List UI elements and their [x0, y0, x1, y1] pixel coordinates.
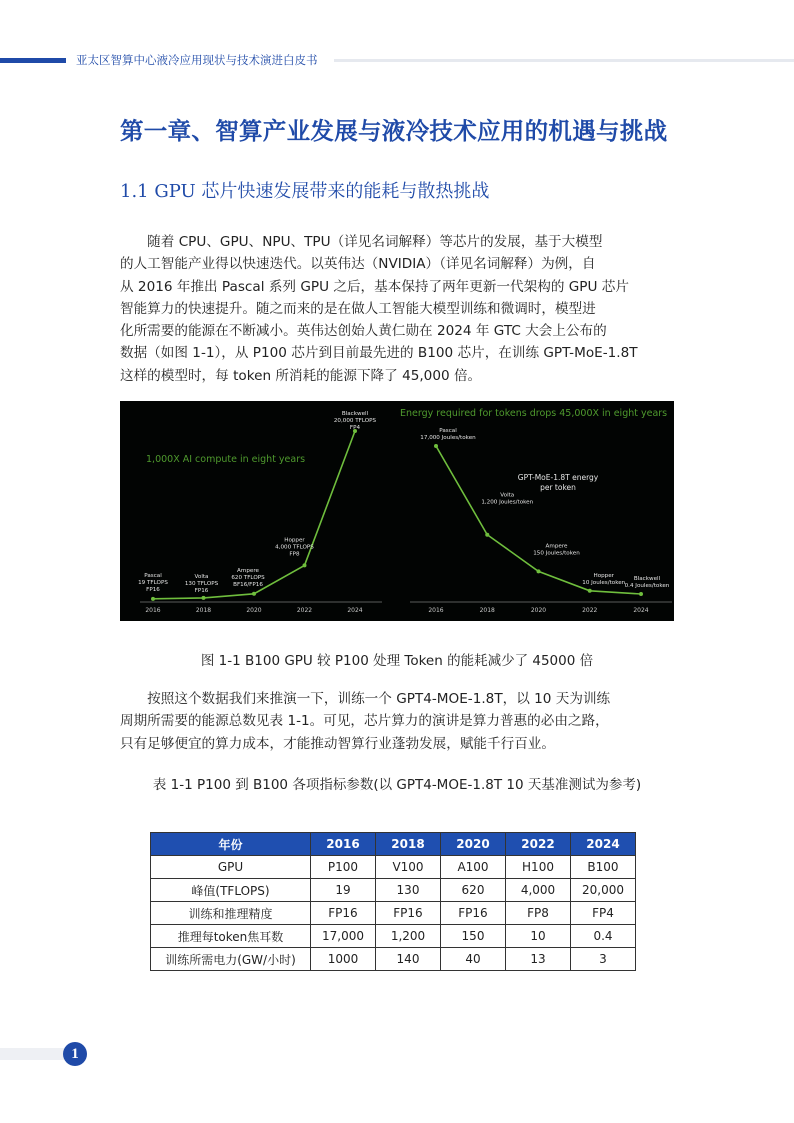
- x-tick-label: 2018: [195, 607, 212, 614]
- table-cell: 620: [441, 879, 506, 902]
- table-cell: 推理每token焦耳数: [151, 925, 311, 948]
- table-cell: GPU: [151, 856, 311, 879]
- table-row: [151, 902, 636, 925]
- data-label: FP16: [194, 587, 209, 594]
- paragraph-line: 按照这个数据我们来推演一下，训练一个 GPT4-MOE-1.8T，以 10 天为训练: [120, 691, 611, 707]
- table-cell: H100: [506, 856, 571, 879]
- x-tick-label: 2024: [633, 607, 649, 614]
- table-cell: 19: [311, 879, 376, 902]
- x-tick-label: 2018: [479, 607, 495, 614]
- paragraph-line: 从 2016 年推出 Pascal 系列 GPU 之后，基本保持了两年更新一代架构的 GPU 芯片: [120, 278, 629, 295]
- data-point: [537, 569, 541, 573]
- table-header-cell: 2024: [571, 833, 636, 856]
- table-cell: 1000: [311, 948, 376, 971]
- table-header-cell: 年份: [151, 833, 311, 856]
- paragraph-line: 周期所需要的能源总数见表 1-1。可见，芯片算力的演讲是算力普惠的必由之路，: [120, 713, 609, 730]
- chart-title: Energy required for tokens drops 45,000X in eight years: [400, 408, 668, 419]
- data-label: FP16: [146, 586, 160, 593]
- footer-accent-bar: [0, 1048, 64, 1060]
- table-row: [151, 925, 636, 948]
- data-point: [151, 597, 155, 601]
- paragraph-line: 只有足够便宜的算力成本，才能推动智算行业蓬勃发展，赋能千行百业。: [120, 735, 555, 752]
- chapter-title: 第一章、智算产业发展与液冷技术应用的机遇与挑战: [120, 117, 668, 145]
- table-cell: 150: [441, 925, 506, 948]
- data-label: Ampere: [545, 543, 568, 550]
- table-cell: FP16: [441, 902, 506, 925]
- header-title: 亚太区智算中心液冷应用现状与技术演进白皮书: [76, 53, 318, 67]
- table-cell: 0.4: [571, 925, 636, 948]
- x-tick-label: 2024: [347, 607, 363, 614]
- x-tick-label: 2020: [246, 607, 262, 614]
- table-row: [151, 856, 636, 879]
- page-number: 1: [63, 1042, 87, 1066]
- table-cell: B100: [571, 856, 636, 879]
- data-point: [639, 592, 643, 596]
- table-header-cell: 2022: [506, 833, 571, 856]
- table-header-cell: 2020: [441, 833, 506, 856]
- table-cell: A100: [441, 856, 506, 879]
- chart-annotation: GPT-MoE-1.8T energy: [517, 473, 599, 482]
- data-label: 19 TFLOPS: [138, 579, 168, 586]
- data-point: [202, 596, 206, 600]
- header-rule: [334, 59, 794, 62]
- table-cell: 1,200: [376, 925, 441, 948]
- table-row: [151, 948, 636, 971]
- table-cell: 140: [376, 948, 441, 971]
- section-title: 1.1 GPU 芯片快速发展带来的能耗与散热挑战: [120, 181, 490, 202]
- x-tick-label: 2022: [296, 607, 313, 614]
- data-label: Volta: [500, 492, 515, 499]
- data-label: 0.4 Joules/token: [624, 583, 670, 589]
- table-cell: FP16: [311, 902, 376, 925]
- table-caption: 表 1-1 P100 到 B100 各项指标参数(以 GPT4-MOE-1.8T 10 天基准测试为参考): [152, 777, 642, 793]
- table-cell: 训练和推理精度: [151, 902, 311, 925]
- table-cell: FP4: [571, 902, 636, 925]
- x-tick-label: 2016: [428, 607, 444, 614]
- table-cell: 20,000: [571, 879, 636, 902]
- data-label: Ampere: [237, 567, 259, 574]
- table-cell: FP8: [506, 902, 571, 925]
- paragraph-intro: [120, 231, 675, 387]
- data-label: BF16/FP16: [233, 581, 263, 588]
- data-label: Pascal: [144, 572, 162, 579]
- table-cell: 训练所需电力(GW/小时): [151, 948, 311, 971]
- paragraph-inference: [120, 688, 675, 755]
- table-cell: 130: [376, 879, 441, 902]
- data-label: 10 Joules/token: [582, 579, 626, 586]
- data-label: Pascal: [439, 428, 457, 434]
- table-cell: 40: [441, 948, 506, 971]
- figure-caption: 图 1-1 B100 GPU 较 P100 处理 Token 的能耗减少了 45000 倍: [200, 653, 594, 669]
- data-label: Hopper: [593, 572, 614, 579]
- x-tick-label: 2016: [145, 607, 161, 614]
- paragraph-line: 数据（如图 1-1），从 P100 芯片到目前最先进的 B100 芯片，在训练 GPT-MoE-1.8T: [120, 345, 638, 362]
- chart-title: 1,000X AI compute in eight years: [146, 454, 306, 465]
- data-label: 17,000 Joules/token: [420, 435, 476, 441]
- table-cell: 3: [571, 948, 636, 971]
- data-point: [588, 589, 592, 593]
- data-label: Blackwell: [633, 576, 661, 582]
- figure-chart: [120, 401, 674, 621]
- table-cell: FP16: [376, 902, 441, 925]
- table-header-row: [151, 833, 636, 856]
- table-header-cell: 2018: [376, 833, 441, 856]
- data-label: 20,000 TFLOPS: [333, 418, 377, 424]
- chart-annotation: per token: [540, 483, 576, 492]
- data-label: 620 TFLOPS: [231, 574, 265, 581]
- table-cell: 峰值(TFLOPS): [151, 879, 311, 902]
- parameter-table: [150, 832, 636, 971]
- paragraph-line: 化所需要的能源在不断减小。英伟达创始人黄仁勋在 2024 年 GTC 大会上公布的: [120, 323, 607, 340]
- data-label: 4,000 TFLOPS: [275, 544, 314, 551]
- header-accent-bar: [0, 58, 66, 63]
- data-point: [252, 592, 256, 596]
- data-label: 130 TFLOPS: [184, 580, 219, 587]
- paragraph-line: 这样的模型时，每 token 所消耗的能源下降了 45,000 倍。: [120, 367, 482, 384]
- table-cell: V100: [376, 856, 441, 879]
- table-row: [151, 879, 636, 902]
- table-cell: 4,000: [506, 879, 571, 902]
- data-label: Volta: [194, 573, 209, 580]
- data-label: Blackwell: [341, 411, 369, 417]
- paragraph-line: 的人工智能产业得以快速迭代。以英伟达（NVIDIA）（详见名词解释）为例，自: [120, 256, 596, 273]
- data-point: [434, 444, 438, 448]
- table-cell: 10: [506, 925, 571, 948]
- data-label: Hopper: [284, 537, 305, 544]
- table-cell: 13: [506, 948, 571, 971]
- table-cell: 17,000: [311, 925, 376, 948]
- paragraph-line: 智能算力的快速提升。随之而来的是在做人工智能大模型训练和微调时，模型进: [120, 300, 596, 317]
- data-label: 150 Joules/token: [533, 550, 580, 557]
- data-point: [485, 533, 489, 537]
- x-tick-label: 2020: [530, 607, 547, 614]
- table-cell: P100: [311, 856, 376, 879]
- x-tick-label: 2022: [582, 607, 598, 614]
- data-label: FP8: [289, 551, 300, 558]
- data-label: FP4: [349, 425, 361, 431]
- paragraph-line: 随着 CPU、GPU、NPU、TPU（详见名词解释）等芯片的发展，基于大模型: [120, 234, 603, 250]
- table-header-cell: 2016: [311, 833, 376, 856]
- data-point: [303, 563, 307, 567]
- chart-canvas: [120, 401, 674, 621]
- data-label: 1,200 Joules/token: [481, 499, 534, 506]
